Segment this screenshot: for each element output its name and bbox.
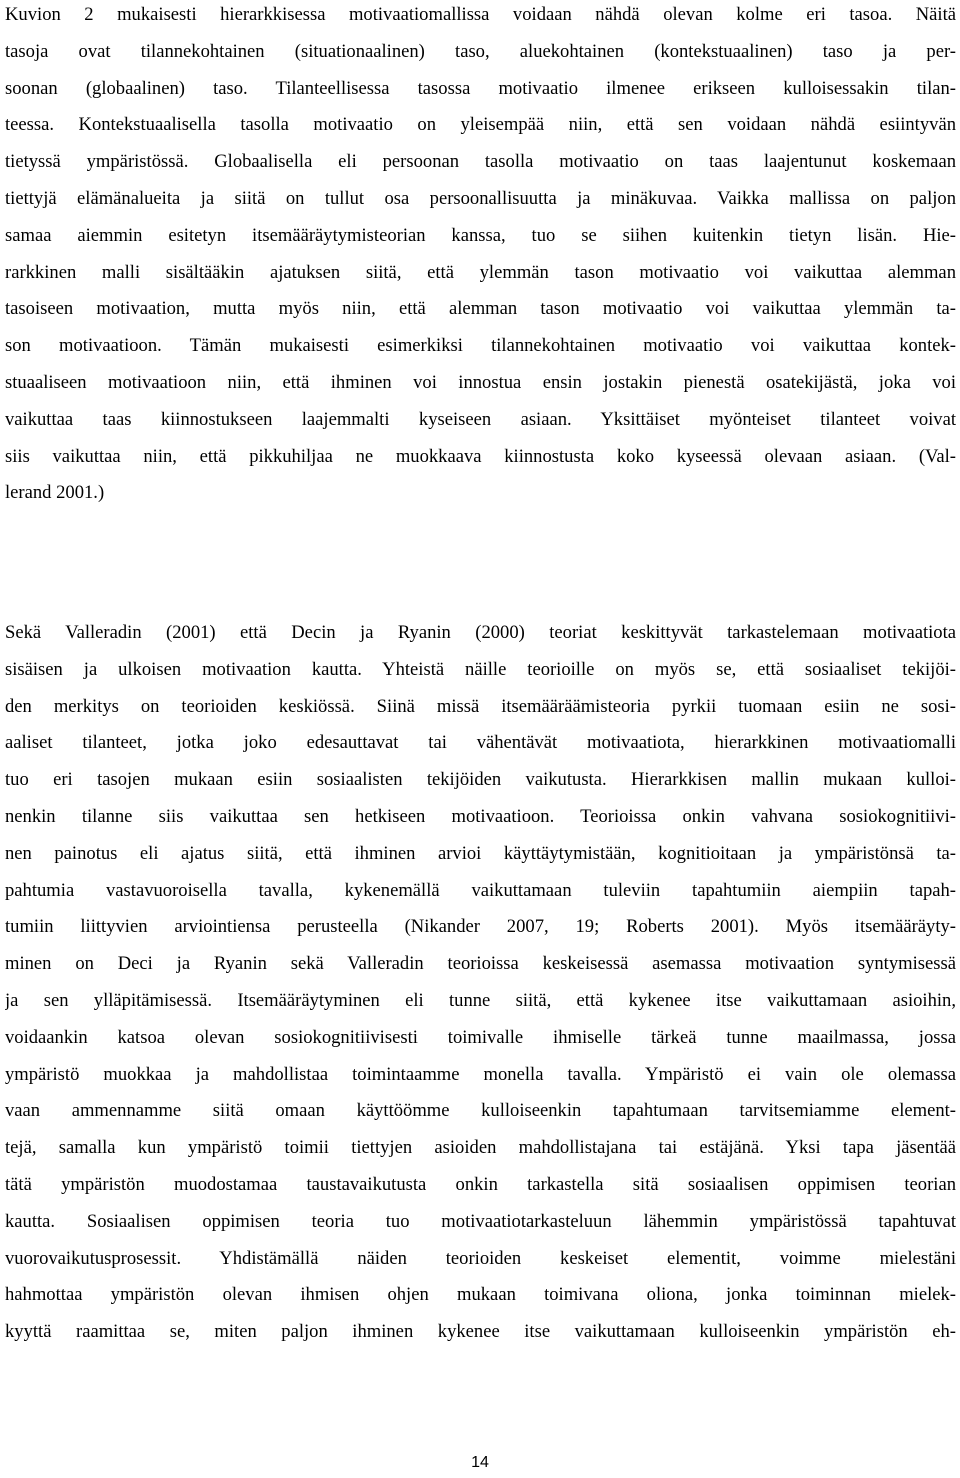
paragraph-1-line: soonan (globaalinen) taso. Tilanteellisessa tasossa motivaatio ilmenee erikseen kulloisessakin tilan-	[5, 77, 956, 99]
paragraph-1-line: tiettyjä elämänalueita ja siitä on tullut osa persoonallisuutta ja minäkuvaa. Vaikka mallissa on paljon	[5, 187, 956, 209]
paragraph-2	[5, 615, 956, 1351]
paragraph-1-line: samaa aiemmin esitetyn itsemääräytymisteorian kanssa, tuo se siihen kuitenkin tietyn lisän. Hie-	[5, 224, 956, 246]
paragraph-1-line: tasoiseen motivaation, mutta myös niin, että alemman tason motivaatio voi vaikuttaa ylemmän ta-	[5, 298, 956, 320]
paragraph-2-line: hahmottaa ympäristön olevan ihmisen ohjen mukaan toimivana oliona, jonka toiminnan mielek-	[5, 1284, 956, 1306]
paragraph-1-line: rarkkinen malli sisältääkin ajatuksen siitä, että ylemmän tason motivaatio voi vaikuttaa alemman	[5, 261, 956, 283]
paragraph-2-line: minen on Deci ja Ryanin sekä Valleradin teorioissa keskeisessä asemassa motivaation syntymisessä	[5, 953, 956, 975]
paragraph-2-line: ja sen ylläpitämisessä. Itsemääräytyminen eli tunne siitä, että kykenee itse vaikuttamaan asioihin,	[5, 989, 956, 1011]
paragraph-2-line: vuorovaikutusprosessit. Yhdistämällä näiden teorioiden keskeiset elementit, voimme mielestäni	[5, 1247, 956, 1269]
paragraph-1-line: tasoja ovat tilannekohtainen (situationaalinen) taso, aluekohtainen (kontekstuaalinen) taso ja per-	[5, 40, 956, 62]
paragraph-1-line: tietyssä ympäristössä. Globaalisella eli persoonan tasolla motivaatio on taas laajentunut koskemaan	[5, 151, 956, 173]
paragraph-2-line: pahtumia vastavuoroisella tavalla, kykenemällä vaikuttamaan tuleviin tapahtumiin aiempiin tapah-	[5, 879, 956, 901]
paragraph-1-line: stuaaliseen motivaatioon niin, että ihminen voi innostua ensin jostakin pienestä osatekijästä, joka voi	[5, 371, 956, 393]
paragraph-1-line: teessa. Kontekstuaalisella tasolla motivaatio on yleisempää niin, että sen voidaan nähdä esiintyvän	[5, 114, 956, 136]
paragraph-2-line: nen painotus eli ajatus siitä, että ihminen arvioi käyttäytymistään, kognitioitaan ja ympäristönsä ta-	[5, 842, 956, 864]
paragraph-2-line: kautta. Sosiaalisen oppimisen teoria tuo motivaatiotarkasteluun lähemmin ympäristössä tapahtuvat	[5, 1210, 956, 1232]
paragraph-2-line: nenkin tilanne siis vaikuttaa sen hetkiseen motivaatioon. Teorioissa onkin vahvana sosiokognitiivi-	[5, 805, 956, 827]
paragraph-2-line: tuo eri tasojen mukaan esiin sosiaalisten tekijöiden vaikutusta. Hierarkkisen mallin mukaan kulloi-	[5, 769, 956, 791]
paragraph-2-line: den merkitys on teorioiden keskiössä. Siinä missä itsemääräämisteoria pyrkii tuomaan esiin ne sosi-	[5, 695, 956, 717]
page-number: 14	[471, 1454, 489, 1471]
paragraph-2-line: voidaankin katsoa olevan sosiokognitiivisesti toimivalle ihmiselle tärkeä tunne maailmassa, jossa	[5, 1026, 956, 1048]
paragraph-1-line: siis vaikuttaa niin, että pikkuhiljaa ne muokkaava kiinnostusta koko kyseessä olevaan asiaan. (Val-	[5, 445, 956, 467]
paragraph-2-line: tätä ympäristön muodostamaa taustavaikutusta onkin tarkastella sitä sosiaalisen oppimisen teorian	[5, 1173, 956, 1195]
paragraph-2-line: tejä, samalla kun ympäristö toimii tiettyjen asioiden mahdollistajana tai estäjänä. Yksi tapa jäsentää	[5, 1137, 956, 1159]
paragraph-1-line: vaikuttaa taas kiinnostukseen laajemmalti kyseiseen asiaan. Yksittäiset myönteiset tilanteet voivat	[5, 408, 956, 430]
paragraph-1	[5, 0, 956, 512]
paragraph-2-line: tumiin liittyvien arviointiensa perusteella (Nikander 2007, 19; Roberts 2001). Myös itsemääräyty-	[5, 916, 956, 938]
paragraph-2-line: kyyttä raamittaa se, miten paljon ihminen kykenee itse vaikuttamaan kulloiseenkin ympäristön eh-	[5, 1321, 956, 1343]
paragraph-2-line: ympäristö muokkaa ja mahdollistaa toimintaamme monella tavalla. Ympäristö ei vain ole olemassa	[5, 1063, 956, 1085]
paragraph-2-line: Sekä Valleradin (2001) että Decin ja Ryanin (2000) teoriat keskittyvät tarkastelemaan motivaatiota	[5, 622, 956, 643]
paragraph-2-line: vaan ammennamme siitä omaan käyttöömme kulloiseenkin tapahtumaan tarvitsemiamme element-	[5, 1100, 956, 1122]
paragraph-2-line: sisäisen ja ulkoisen motivaation kautta. Yhteistä näille teorioille on myös se, että sosiaaliset tekijöi-	[5, 658, 956, 680]
paragraph-2-line: aaliset tilanteet, jotka joko edesauttavat tai vähentävät motivaatiota, hierarkkinen motivaatiomalli	[5, 732, 956, 754]
paragraph-1-line: lerand 2001.)	[5, 482, 105, 504]
paragraph-1-line: son motivaatioon. Tämän mukaisesti esimerkiksi tilannekohtainen motivaatio voi vaikuttaa kontek-	[5, 335, 956, 357]
paragraph-1-line: Kuvion 2 mukaisesti hierarkkisessa motivaatiomallissa voidaan nähdä olevan kolme eri tasoa. Näitä	[5, 4, 956, 25]
